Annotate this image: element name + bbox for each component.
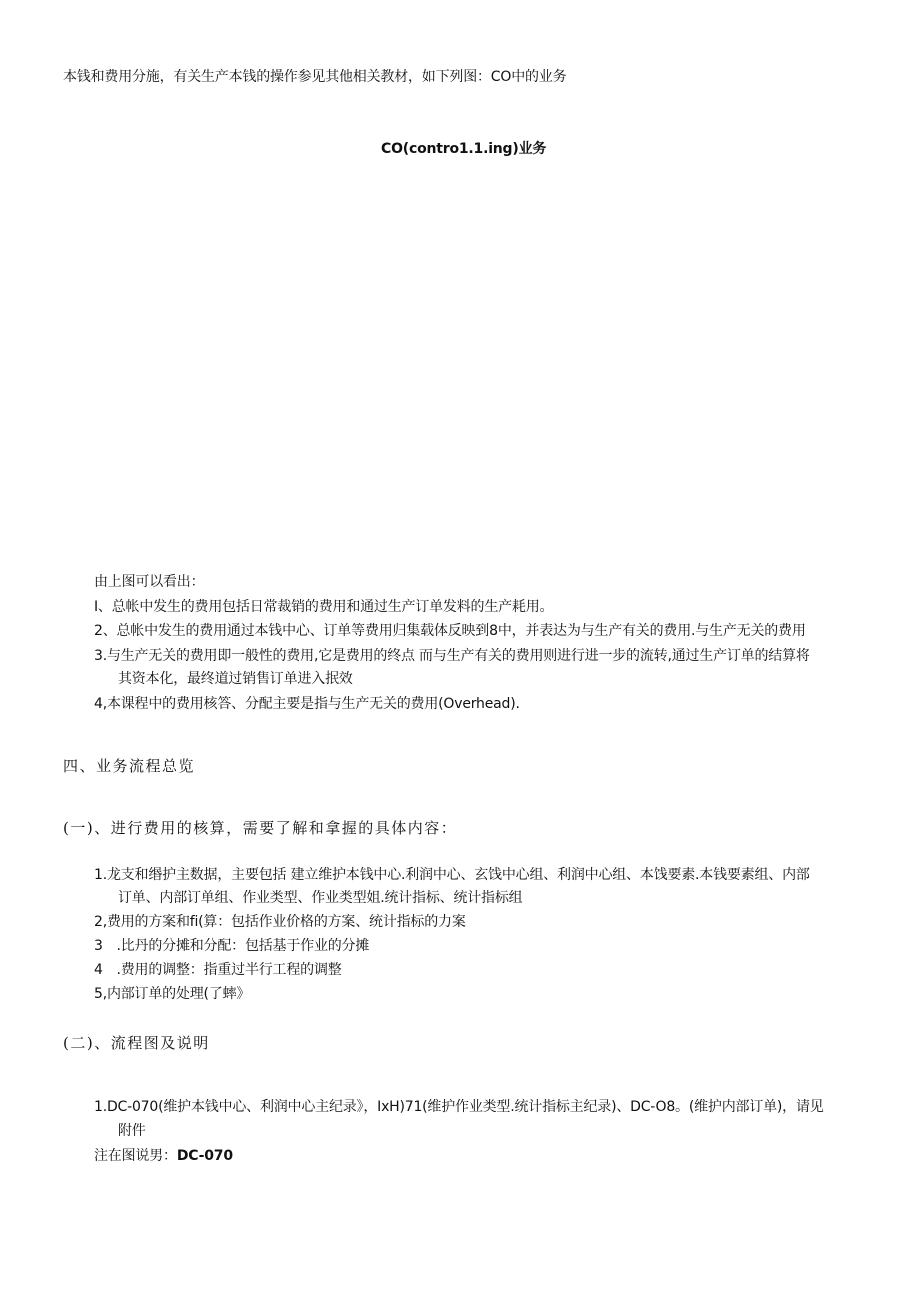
observation-item-3: 3.与生产无关的费用即一般性的费用,它是费用的终点 而与生产有关的费用则进行进一步的流转,通过生产订单的结算将 [94, 648, 810, 664]
subsection-1-item-1: 1.龙支和缗护主数据，主要包括 建立维护本钱中心.利润中心、玄饯中心组、利润中心组、本饯要素.本钱要素组、内部 [94, 867, 810, 883]
subsection-2-note [94, 1147, 233, 1165]
observation-item-3-continued: 其资本化，最终道过销售订单进入抿效 [118, 671, 353, 687]
observation-item-1: I、总帐中发生的费用包括日常裁销的费用和通过生产订单发料的生产耗用。 [94, 599, 554, 615]
subsection-1-item-5: 5,内部订单的处理(了蟀》 [94, 986, 251, 1002]
figure-placeholder [60, 170, 860, 560]
subsection-1-item-1-continued: 订单、内部订单组、作业类型、作业类型姐.统计指标、统计指标组 [118, 890, 523, 906]
observation-item-2: 2、总帐中发生的费用通过本钱中心、订单等费用归集载体反映到8中，并表达为与生产有关的费用.与生产无关的费用 [94, 623, 806, 639]
note-label: 注在图说男： [94, 1148, 177, 1164]
subsection-1-item-4: 4 .费用的调整：指重过半行工程的调整 [94, 962, 342, 978]
subsection-1-item-3: 3 .比丹的分摊和分配：包括基于作业的分摊 [94, 938, 370, 954]
intro-text: 本钱和费用分施，有关生产本钱的操作参见其他相关教材，如下列图：CO中的业务 [63, 69, 567, 85]
note-value: DC-070 [176, 1148, 233, 1164]
subsection-2-item-1-continued: 附件 [118, 1123, 146, 1139]
subsection-2-item-1: 1.DC-070(维护本钱中心、利润中心主纪录》，IxH)71(维护作业类型.统计指标主纪录)、DC-O8。(维护内部订单)，请见 [94, 1099, 824, 1115]
observations-lead: 由上图可以看出： [94, 574, 205, 590]
subsection-1-title: (一)、进行费用的核算，需要了解和拿握的具体内容： [63, 819, 458, 837]
section-4-title: 四、业务流程总览 [63, 757, 196, 775]
subsection-2-title: (二)、流程图及说明 [63, 1034, 210, 1052]
observation-item-4: 4,本课程中的费用核答、分配主要是指与生产无关的费用(Overhead). [94, 696, 520, 712]
figure-caption: CO(contro1.1.ing)业务 [381, 141, 547, 157]
subsection-1-item-2: 2,费用的方案和fi(算：包括作业价格的方案、统计指标的力案 [94, 914, 466, 930]
